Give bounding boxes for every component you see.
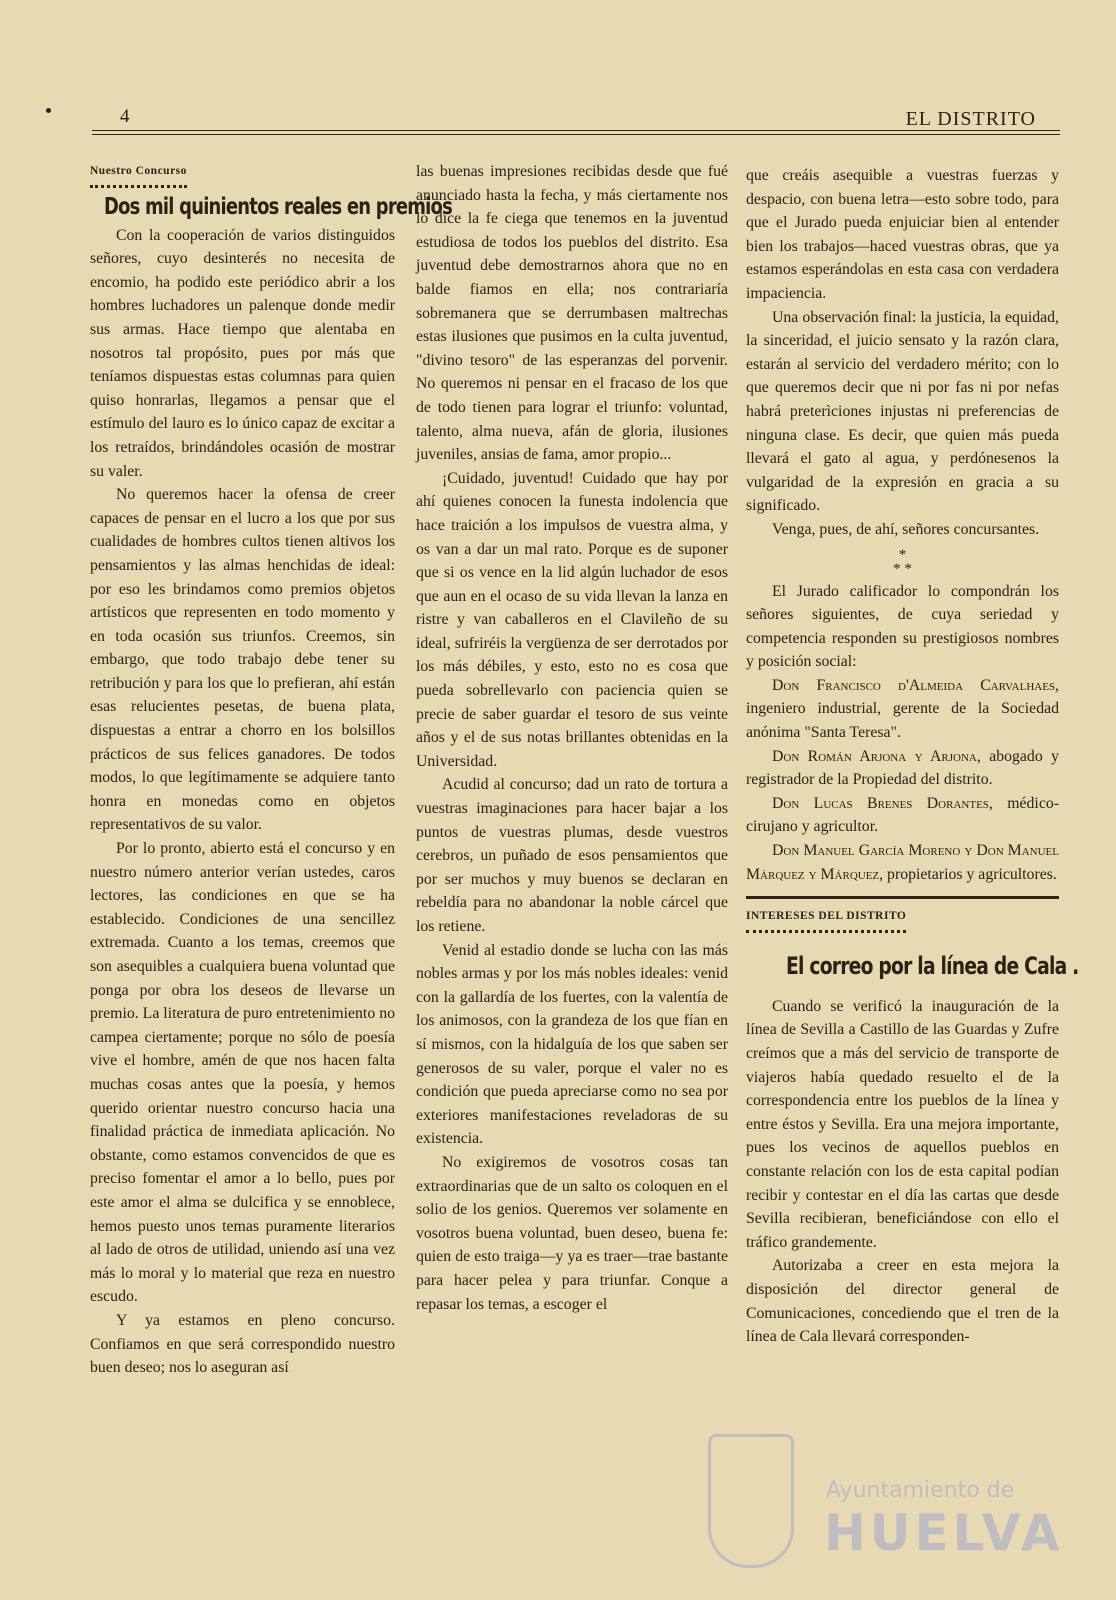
paragraph: No exigiremos de vosotros cosas tan extraordinarias que de un salto os coloquen en el solio de los genios. Queremos ver solamente en vosotros buena voluntad, buen deseo, buena fe: quien de esto traiga—y ya es traer—trae bastante para hacer pelea y para triunfar. Conque a repasar los temas, a escoger el: [416, 1153, 728, 1313]
jury-intro: El Jurado calificador lo compondrán los señores siguientes, de cuya seriedad y competencia responden su prestigiosos nombres y posición social:: [746, 582, 1059, 671]
paragraph: las buenas impresiones recibidas desde que fué anunciado hasta la fecha, y más ciertamente nos lo dice la fe ciega que tenemos en la juventud estudiosa de todos los pueblos del distrito. Esa juventud debe demostrarnos ahora que no en balde fiamos en ella; nos contrariaría sobremanera que se derrumbasen maltrechas estas ilusiones que pusimos en la culta juventud, "divino tesoro" de las esperanzas del porvenir. No queremos ni pensar en el fracaso de los que de todo tienen para lograr el triunfo: voluntad, talento, alma nueva, afán de gloria, ilusiones juveniles, ansias de fama, amor propio...: [416, 163, 728, 464]
article-headline: El correo por la línea de Cala .: [786, 951, 1079, 980]
paragraph: ¡Cuidado, juventud! Cuidado que hay por ahí quienes conocen la funesta indolencia que hace traición a los impulsos de vuestra alma, y os van a dar un mal rato. Porque es de suponer que si os vence en la lid algún luchador de esos que aun en el ocaso de su vida llevan la lanza en ristre y van caballeros en el Clavileño de su ideal, sufriréis la vergüenza de ser derrotados por los más débiles, y esto, esto no es cosa que pueda sobrellevarlo con paciencia quien se precie de saber guardar el tesoro de sus veinte años y el de sus notas brillantes obtenidas en la Universidad.: [416, 469, 728, 770]
header-rule: [92, 130, 1060, 131]
jury-member-name: Don Francisco d'Almeida Carvalhaes,: [772, 676, 1059, 694]
jury-member-desc: ingeniero industrial, gerente de la Sociedad anónima "Santa Teresa".: [746, 700, 1059, 742]
paragraph: Con la cooperación de varios distinguidos señores, cuyo desinterés no necesita de encomio, ha podido este periódico abrir a los hombres luchadores un palenque donde medir sus armas. Hace tiempo que alentaba en nosotros tal propósito, pues por más que teníamos dispuestas estas columnas para quien quiso honrarlas, llegamos a pensar que el estímulo del lauro es lo único capaz de excitar a los retraídos, brindándoles ocasión de mostrar su valer.: [90, 226, 395, 480]
section-kicker: INTERESES DEL DISTRITO: [746, 905, 906, 933]
jury-member-desc: médico-cirujano y agricultor.: [746, 794, 1059, 836]
paragraph: Cuando se verificó la inauguración de la línea de Sevilla a Castillo de las Guardas y Zufre creímos que a más del servicio de transporte de viajeros había quedado resuelto el de la correspondencia entre los pueblos de la línea y entre éstos y Sevilla. Era una mejora importante, pues los vecinos de aquellos pueblos en constante relación con los de esta capital podían recibir y contestar en el día las cartas que desde Sevilla recibieran, beneficiándose con ello el tráfico grandemente.: [746, 997, 1059, 1251]
section-kicker: Nuestro Concurso: [90, 160, 187, 188]
paragraph: Una observación final: la justicia, la equidad, la sinceridad, el juicio sensato y la razón clara, estarán al servicio del verdadero mérito; con lo que queremos decir que ni por fas ni por nefas habrá preterìciones injustas ni preferencias de ninguna clase. Es decir, que quien más pueda llevará el gato al agua, y perdónesenos la vulgaridad de la expresión en gracia a su significado.: [746, 308, 1059, 515]
column-3: [746, 164, 1079, 1349]
section-divider: [746, 896, 1059, 899]
article-headline: Dos mil quinientos reales en premios: [104, 193, 453, 220]
newspaper-title: EL DISTRITO: [905, 108, 1036, 130]
paragraph: Venid al estadio donde se lucha con las más nobles armas y por los más nobles ideales: venid con la gallardía de los fuertes, con la valentía de los animosos, con la grandeza de los que fían en sí mismos, con la hidalguía de los que saben ser generosos de su valer, porque el valer no es condición que pueda apreciarse como no sea por exteriores manifestaciones reveladoras de su existencia.: [416, 941, 728, 1148]
section-separator: [746, 548, 1059, 576]
jury-member-desc: abogado y registrador de la Propiedad del distrito.: [746, 747, 1059, 789]
watermark-line-1: Ayuntamiento de: [826, 1478, 1015, 1503]
paragraph: Autorizaba a creer en esta mejora la disposición del director general de Comunicaciones, concediendo que el tren de la línea de Cala llevará corresponden-: [746, 1257, 1059, 1346]
paragraph: Venga, pues, de ahí, señores concursantes.: [772, 520, 1040, 538]
watermark-line-2: HUELVA: [824, 1504, 1064, 1562]
jury-member: [746, 745, 1059, 792]
coat-of-arms-icon: [708, 1434, 794, 1568]
paragraph: Y ya estamos en pleno concurso. Confiamos en que será correspondido nuestro buen deseo; nos lo aseguran así: [90, 1311, 395, 1377]
paragraph: Acudid al concurso; dad un rato de tortura a vuestras imaginaciones para hacer bajar a los puntos de vuestras plumas, desde vuestros cerebros, un puñado de esos pensamientos que por ser muchos y muy buenos se declaran en rebeldía para no abandonar la noble cárcel que los retiene.: [416, 776, 728, 935]
page-number: 4: [120, 106, 130, 127]
jury-member-desc: propietarios y agricultores.: [883, 865, 1057, 883]
jury-member: [746, 674, 1059, 745]
print-speck: [46, 108, 51, 113]
page-header: [92, 104, 1060, 134]
jury-member: [746, 792, 1059, 839]
paragraph: No queremos hacer la ofensa de creer capaces de pensar en el lucro a los que por sus cualidades de hombres cultos tienen altivos los pensamientos y las almas henchidas de ideal: por eso les brindamos como premios objetos artísticos que representen en todo momento y en toda ocasión sus triunfos. Creemos, sin embargo, que todo trabajo debe tener su retribución y para los que lo prefieran, ahí están esas relucientes pesetas, de buena plata, dispuestas a entrar a chorro en los bolsillos prácticos de sus felices ganadores. De todos modos, lo que legítimamente se adquiere tanto honra en monedas como en objetos representativos de su valor.: [90, 486, 395, 834]
jury-member-name: Don Manuel García Moreno y Don Manuel Márquez y Márquez,: [746, 842, 1059, 883]
column-1: [90, 158, 453, 1380]
column-2: [416, 160, 728, 1316]
archive-watermark: [708, 1432, 1064, 1592]
separator-star: *: [898, 546, 907, 563]
header-rule-thin: [92, 134, 1060, 135]
jury-member-name: Don Román Arjona y Arjona,: [772, 747, 981, 765]
separator-stars: * *: [893, 560, 912, 577]
paragraph: Por lo pronto, abierto está el concurso y en nuestro número anterior verían ustedes, caros lectores, las condiciones en que se ha establecido. Condiciones de una sencillez extremada. Cuanto a los temas, creemos que son asequibles a cualquiera buena voluntad que ponga por obra los deseos de llevarse un premio. La literatura de puro entretenimiento no campea ciertamente; porque no sólo de poesía vive el hombre, amén de que nos hacen falta muchas cosas antes que la poesía, y hemos querido orientar nuestro concurso hacia una finalidad práctica de inmediata aplicación. No obstante, como estamos convencidos de que es preciso fomentar el amor a lo bello, pues por este amor el alma se dulcifica y se ennoblece, hemos puesto unos temas puramente literarios al lado de otros de utilidad, uniendo así una vez más lo moral y lo material que reza en nuestro escudo.: [90, 840, 395, 1306]
paragraph: que creáis asequible a vuestras fuerzas y despacio, con buena letra—esto sobre todo, para que el Jurado pueda enjuiciar bien al entender bien los trabajos—haced vuestras obras, que ya estamos esperándolas en esta casa con verdadera impaciencia.: [746, 167, 1059, 302]
jury-member-name: Don Lucas Brenes Dorantes,: [772, 794, 993, 812]
jury-member: [746, 839, 1059, 886]
